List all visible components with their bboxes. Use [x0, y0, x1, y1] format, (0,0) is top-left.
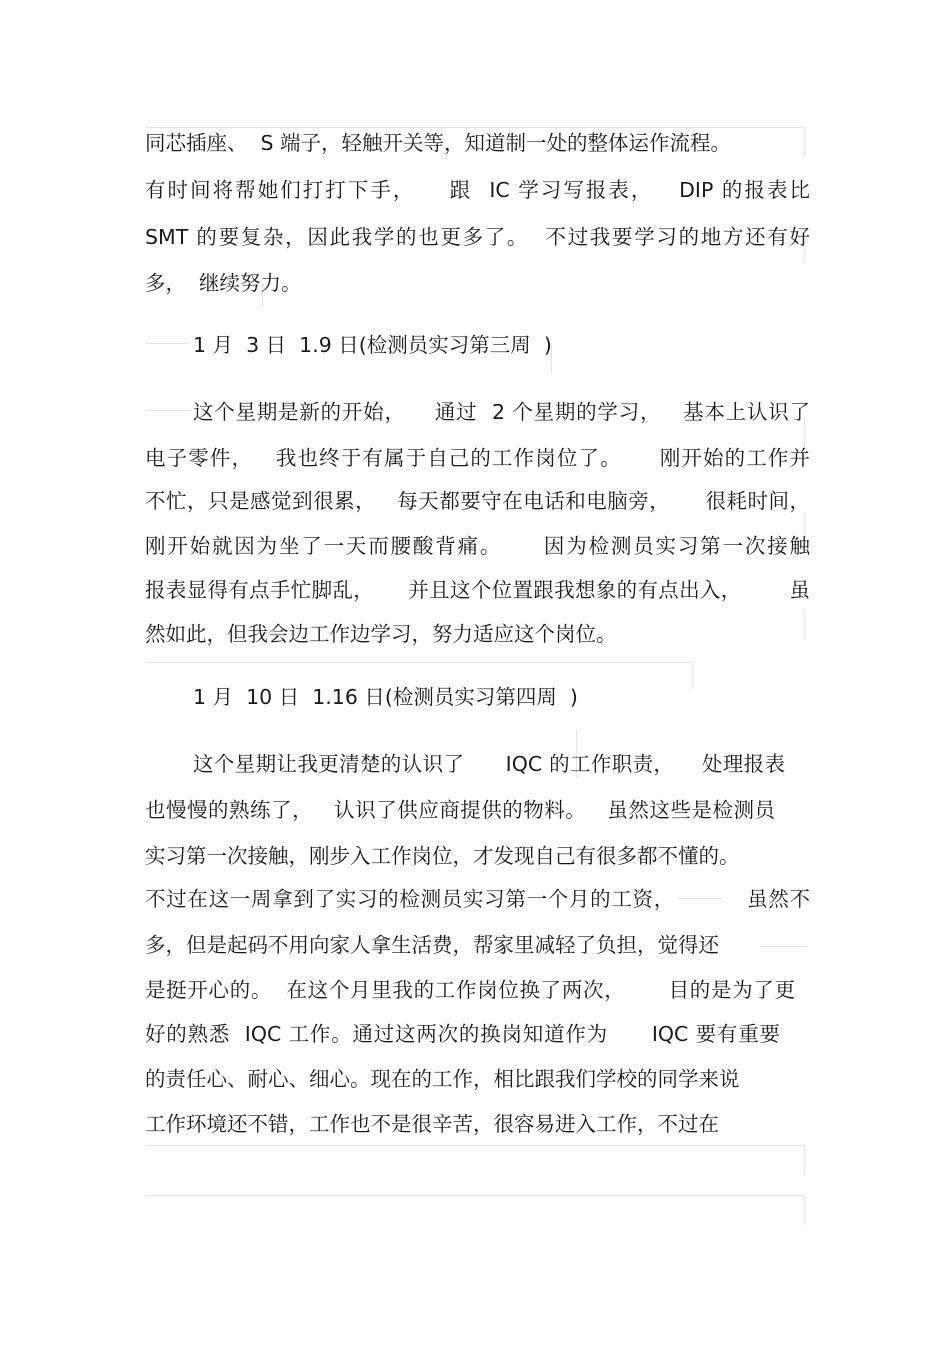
paragraph-2-line: 这个星期是新的开始， 通过 2 个星期的学习， 基本上认识了	[193, 400, 810, 424]
paragraph-3-line: 的责任心、耐心、细心。现在的工作，相比跟我们学校的同学来说	[145, 1067, 740, 1091]
paragraph-3-line: 是挺开心的。 在这个月里我的工作岗位换了两次， 目的是为了更	[145, 978, 795, 1002]
paragraph-2-line: 电子零件， 我也终于有属于自己的工作岗位了。 刚开始的工作并	[145, 446, 810, 470]
paragraph-2-line: 然如此，但我会边工作边学习，努力适应这个岗位。	[145, 622, 617, 646]
paragraph-2-line: 刚开始就因为坐了一天而腰酸背痛。 因为检测员实习第一次接触	[145, 534, 810, 558]
paragraph-3-line: 也慢慢的熟练了， 认识了供应商提供的物料。 虽然这些是检测员	[145, 798, 775, 822]
paragraph-3-line: 工作环境还不错，工作也不是很辛苦，很容易进入工作，不过在	[145, 1112, 719, 1136]
frame-rule	[145, 343, 190, 344]
paragraph-3-line: 不过在这一周拿到了实习的检测员实习第一个月的工资， 虽然不	[145, 887, 810, 911]
frame-rule	[804, 1145, 805, 1175]
paragraph-1-line: 同芯插座、 S 端子，轻触开关等，知道制一处的整体运作流程。	[145, 131, 732, 155]
section-heading-week-3: 1 月 3 日 1.9 日(检测员实习第三周 )	[193, 333, 552, 357]
frame-rule	[145, 662, 693, 663]
paragraph-3-line: 好的熟悉 IQC 工作。通过这两次的换岗知道作为 IQC 要有重要	[145, 1022, 780, 1046]
paragraph-3-line: 实习第一次接触，刚步入工作岗位，才发现自己有很多都不懂的。	[145, 844, 740, 868]
frame-rule	[804, 1195, 805, 1225]
paragraph-2-line: 不忙，只是感觉到很累， 每天都要守在电话和电脑旁， 很耗时间，	[145, 489, 810, 513]
paragraph-3-line: 多，但是起码不用向家人拿生活费，帮家里减轻了负担，觉得还	[145, 933, 719, 957]
paragraph-3-line: 这个星期让我更清楚的认识了 IQC 的工作职责， 处理报表	[193, 752, 785, 776]
paragraph-2-line: 报表显得有点手忙脚乱， 并且这个位置跟我想象的有点出入， 虽	[145, 578, 810, 602]
paragraph-1-line: 多， 继续努力。	[145, 271, 302, 295]
section-heading-week-4: 1 月 10 日 1.16 日(检测员实习第四周 )	[193, 685, 578, 709]
frame-rule	[692, 662, 693, 690]
paragraph-1-line: 有时间将帮她们打打下手， 跟 IC 学习写报表， DIP 的报表比	[145, 178, 810, 202]
frame-rule	[145, 410, 190, 411]
paragraph-1-line: SMT 的要复杂，因此我学的也更多了。 不过我要学习的地方还有好	[145, 225, 810, 249]
frame-rule	[145, 1195, 805, 1196]
frame-rule	[145, 1145, 805, 1146]
